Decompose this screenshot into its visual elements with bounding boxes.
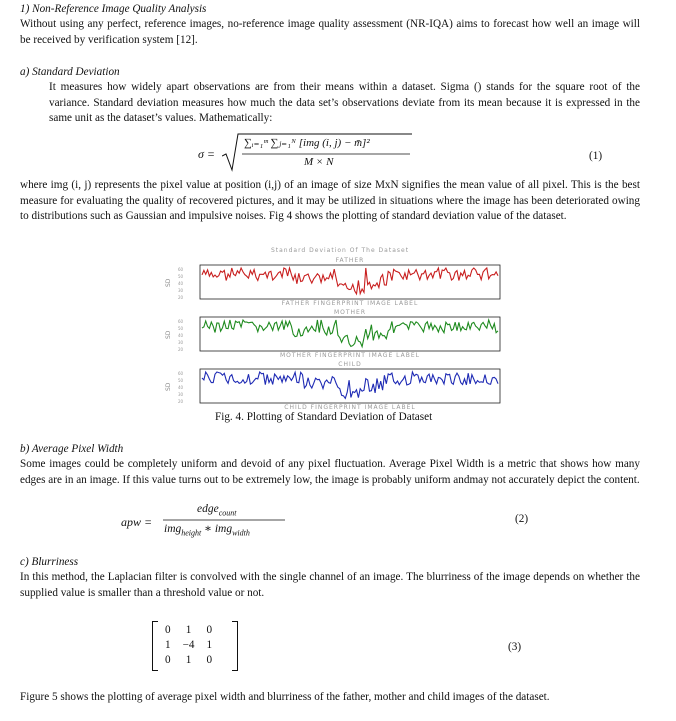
section-heading-blurriness: c) Blurriness [20, 556, 79, 568]
equation-1-label: (1) [589, 150, 603, 162]
sd-plot [160, 263, 520, 307]
figure-4-title: Standard Deviation Of The Dataset [270, 247, 410, 254]
equation-2-lhs: apw = [121, 515, 153, 529]
matrix-cell: 1 [206, 638, 213, 651]
matrix-cell: 1 [185, 623, 192, 636]
y-tick-label: 60 [178, 267, 184, 272]
sd-panel-father [160, 257, 520, 309]
y-tick-label: 30 [178, 392, 184, 397]
paragraph-blurriness: In this method, the Laplacian filter is convolved with the single channel of an image. The blurriness of the image depends on whether the supplied value is smaller than a threshold value or not. [20, 571, 640, 599]
sd-panel-mother [160, 309, 520, 361]
matrix-cell: 0 [165, 653, 171, 666]
matrix-cell: 0 [165, 623, 171, 636]
y-axis-label: SD [165, 330, 172, 339]
panel-bottom-label: MOTHER FINGERPRINT IMAGE LABEL [279, 352, 420, 359]
matrix-cell: 1 [165, 638, 171, 651]
equation-1 [198, 132, 418, 172]
y-tick-label: 20 [178, 295, 184, 300]
y-tick-label: 40 [178, 333, 184, 338]
sd-panel-child [160, 361, 520, 413]
y-tick-label: 40 [178, 281, 184, 286]
matrix-cell: 1 [185, 653, 192, 666]
matrix-right-bracket [232, 621, 238, 671]
panel-top-label: FATHER [335, 257, 365, 264]
matrix-cell: −4 [182, 638, 195, 651]
y-axis-label: SD [165, 382, 172, 391]
matrix-cell: 0 [206, 653, 213, 666]
panel-top-label: MOTHER [333, 309, 367, 316]
equation-2 [121, 503, 341, 537]
plot-frame [200, 265, 500, 299]
equation-3-label: (3) [508, 641, 522, 653]
matrix-left-bracket [152, 621, 158, 671]
sd-plot [160, 315, 520, 359]
section-heading-nr-iqa: 1) Non-Reference Image Quality Analysis [20, 3, 207, 15]
paragraph-average-pixel-width: Some images could be completely uniform and devoid of any pixel fluctuation. Average Pixel Width is a metric that shows how many edges are in an image. If this value turns out to be extremely low, the image is probably uniform andmay not accurately depict the content. [20, 458, 640, 486]
equation-2-denominator: img$_{height}$ ∗ img$_{width}$ [164, 523, 250, 538]
y-tick-label: 60 [178, 371, 184, 376]
matrix-body [159, 622, 218, 667]
panel-bottom-label: FATHER FINGERPRINT IMAGE LABEL [281, 300, 419, 307]
equation-1-lhs: σ = [198, 147, 216, 161]
figure-4-caption: Fig. 4. Plotting of Standard Deviation of Dataset [215, 411, 433, 423]
paragraph-standard-deviation: It measures how widely apart observations are from their means within a dataset. Sigma () stands for the square root of the variance. Standard deviation measures how much the data set’s observations deviate from its mean because it is expressed in the same unit as the dataset’s values. Mathematically: [49, 81, 640, 124]
y-tick-label: 30 [178, 288, 184, 293]
sd-plot [160, 367, 520, 411]
section-heading-average-pixel-width: b) Average Pixel Width [20, 443, 124, 455]
section-heading-standard-deviation: a) Standard Deviation [20, 66, 120, 78]
y-tick-label: 20 [178, 399, 184, 404]
y-tick-label: 50 [178, 378, 184, 383]
y-tick-label: 40 [178, 385, 184, 390]
matrix-cell: 0 [206, 623, 213, 636]
equation-2-numerator: edge$_{count}$ [197, 503, 237, 518]
equation-2-label: (2) [515, 513, 529, 525]
paragraph-figure-5-reference: Figure 5 shows the plotting of average pixel width and blurriness of the father, mother and child images of the dataset. [20, 691, 550, 703]
y-axis-label: SD [165, 278, 172, 287]
paragraph-img-definition: where img (i, j) represents the pixel value at position (i,j) of an image of size MxN signifies the mean value of all pixel. This is the best measure for evaluating the quality of recovered pictures, and it may be utilized in situations where the image has been deteriorated owing to distributions such as Gaussian and impulsive noises. Fig 4 shows the plotting of standard deviation value of the dataset. [20, 179, 640, 222]
equation-1-denominator: M × N [304, 156, 334, 168]
equation-1-numerator: ∑ᵢ₌₁ᵐ ∑ⱼ₌₁ᴺ [img (i, j) − m̄]² [244, 137, 370, 149]
panel-bottom-label: CHILD FINGERPRINT IMAGE LABEL [284, 404, 416, 411]
y-tick-label: 50 [178, 326, 184, 331]
y-tick-label: 30 [178, 340, 184, 345]
paragraph-nr-iqa: Without using any perfect, reference images, no-reference image quality assessment (NR-IQA) aims to forecast how well an image will be received by verification system [12]. [20, 18, 640, 46]
figure-4 [160, 247, 520, 412]
y-tick-label: 50 [178, 274, 184, 279]
y-tick-label: 60 [178, 319, 184, 324]
panel-top-label: CHILD [338, 361, 362, 368]
y-tick-label: 20 [178, 347, 184, 352]
